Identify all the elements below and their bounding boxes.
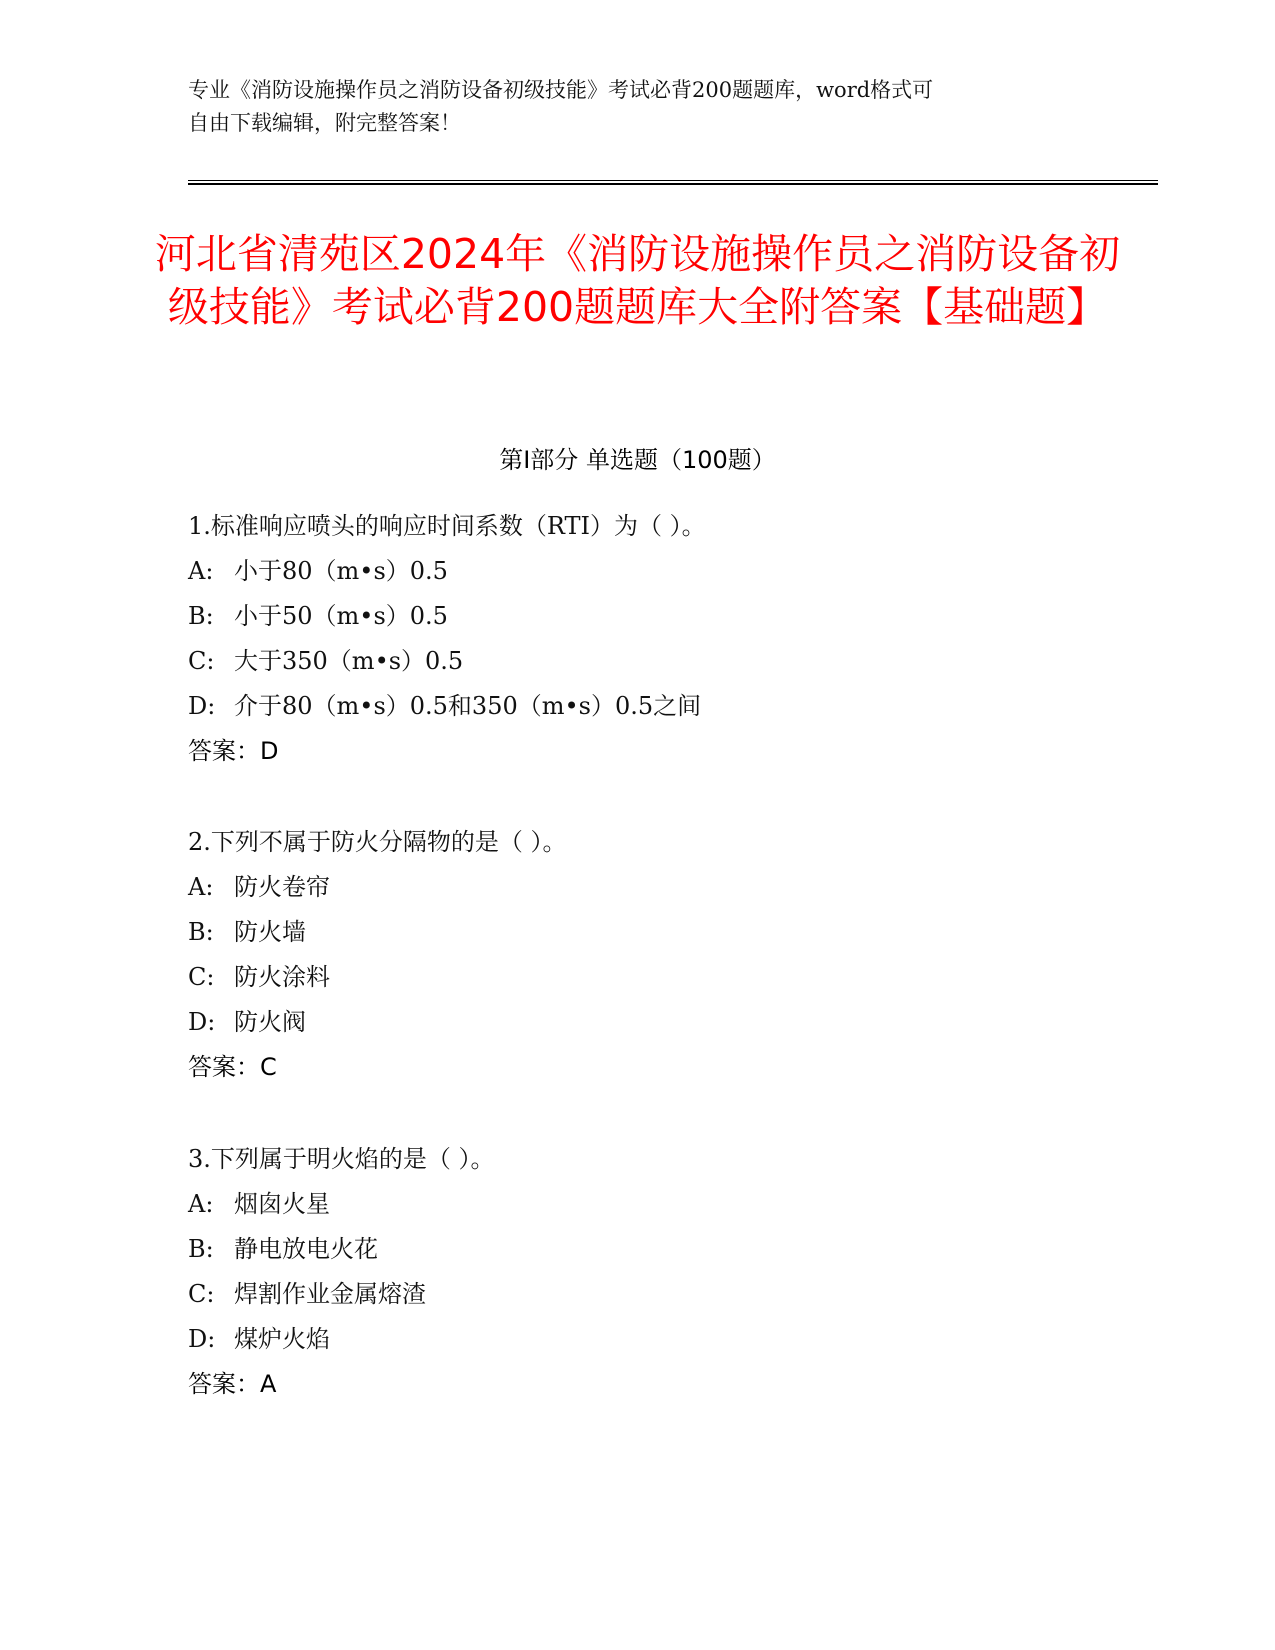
option-letter: B: bbox=[188, 918, 214, 946]
option-b bbox=[188, 1227, 1138, 1272]
option-a bbox=[188, 1182, 1138, 1227]
header-divider-thick bbox=[188, 183, 1158, 185]
option-text: 煤炉火焰 bbox=[234, 1325, 330, 1353]
header-divider-thin bbox=[188, 180, 1158, 181]
document-title: 河北省清苑区2024年《消防设施操作员之消防设备初级技能》考试必背200题题库大全附答案【基础题】 bbox=[154, 230, 1121, 331]
option-text: 大于350（m•s）0.5 bbox=[234, 647, 464, 675]
option-letter: D: bbox=[188, 692, 216, 720]
question-1 bbox=[188, 504, 1138, 774]
header-note-line-1: 专业《消防设施操作员之消防设备初级技能》考试必背200题题库，word格式可 bbox=[188, 78, 934, 102]
option-text: 小于50（m•s）0.5 bbox=[234, 602, 448, 630]
option-text: 介于80（m•s）0.5和350（m•s）0.5之间 bbox=[234, 692, 702, 720]
option-c bbox=[188, 955, 1138, 1000]
question-3 bbox=[188, 1137, 1138, 1407]
section-heading: 第Ⅰ部分 单选题（100题） bbox=[499, 446, 776, 474]
option-text: 焊割作业金属熔渣 bbox=[234, 1280, 426, 1308]
option-letter: B: bbox=[188, 1235, 214, 1263]
option-d bbox=[188, 684, 1138, 729]
option-letter: D: bbox=[188, 1008, 216, 1036]
option-text: 防火墙 bbox=[234, 918, 306, 946]
option-d bbox=[188, 1317, 1138, 1362]
option-letter: C: bbox=[188, 647, 215, 675]
option-b bbox=[188, 594, 1138, 639]
option-text: 防火卷帘 bbox=[234, 873, 330, 901]
answer: 答案：A bbox=[188, 1370, 277, 1398]
question-stem: 2.下列不属于防火分隔物的是（ ）。 bbox=[188, 828, 567, 856]
answer: 答案：C bbox=[188, 1053, 277, 1081]
option-c bbox=[188, 1272, 1138, 1317]
option-letter: C: bbox=[188, 963, 215, 991]
option-letter: A: bbox=[188, 557, 214, 585]
option-d bbox=[188, 1000, 1138, 1045]
question-stem: 3.下列属于明火焰的是（ ）。 bbox=[188, 1145, 495, 1173]
option-letter: B: bbox=[188, 602, 214, 630]
option-letter: A: bbox=[188, 873, 214, 901]
answer: 答案：D bbox=[188, 737, 279, 765]
option-text: 防火涂料 bbox=[234, 963, 330, 991]
option-a bbox=[188, 549, 1138, 594]
option-text: 烟囱火星 bbox=[234, 1190, 330, 1218]
question-stem: 1.标准响应喷头的响应时间系数（RTI）为（ ）。 bbox=[188, 512, 706, 540]
option-text: 小于80（m•s）0.5 bbox=[234, 557, 448, 585]
question-2 bbox=[188, 820, 1138, 1090]
header-note-line-2: 自由下载编辑，附完整答案！ bbox=[188, 111, 461, 135]
option-a bbox=[188, 865, 1138, 910]
option-letter: C: bbox=[188, 1280, 215, 1308]
option-letter: A: bbox=[188, 1190, 214, 1218]
header-note bbox=[188, 74, 1088, 140]
option-b bbox=[188, 910, 1138, 955]
option-text: 静电放电火花 bbox=[234, 1235, 378, 1263]
option-letter: D: bbox=[188, 1325, 216, 1353]
option-text: 防火阀 bbox=[234, 1008, 306, 1036]
option-c bbox=[188, 639, 1138, 684]
